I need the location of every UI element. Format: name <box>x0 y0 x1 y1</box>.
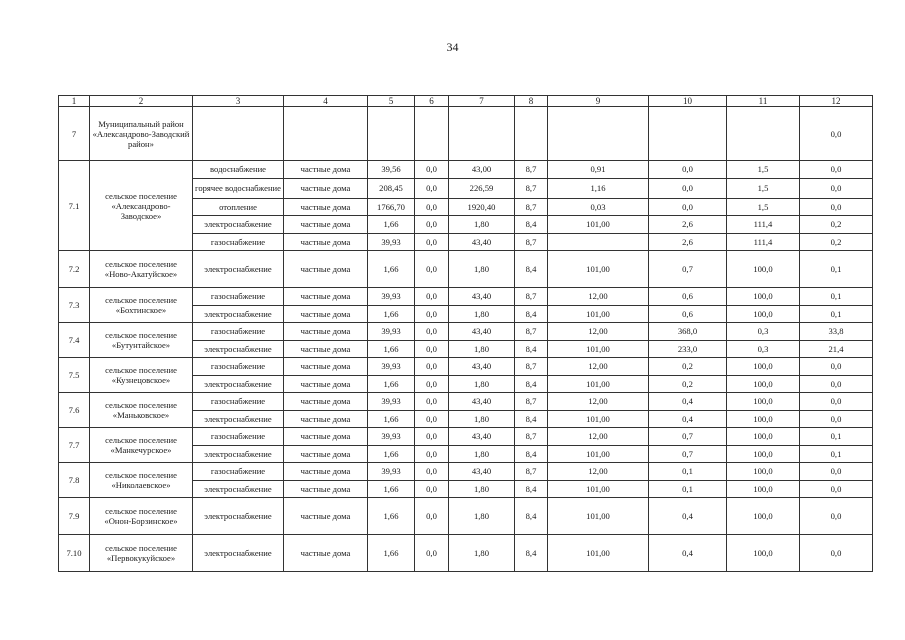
district-name: Муниципальный район «Александрово-Заводский район» <box>90 107 193 161</box>
settlement-number: 7.9 <box>59 498 90 535</box>
header-row <box>59 96 873 107</box>
value-cell: 0,2 <box>649 358 727 376</box>
value-cell: 0,0 <box>415 393 449 411</box>
building-type-cell: частные дома <box>284 340 368 358</box>
value-cell: 0,0 <box>415 445 449 463</box>
value-cell: 0,1 <box>800 428 873 446</box>
value-cell: 1,66 <box>368 445 415 463</box>
resource-type-cell: газоснабжение <box>193 428 284 446</box>
resource-type-cell: газоснабжение <box>193 358 284 376</box>
value-cell: 100,0 <box>727 445 800 463</box>
value-cell: 1,5 <box>727 198 800 216</box>
value-cell: 1,66 <box>368 498 415 535</box>
value-cell: 100,0 <box>727 428 800 446</box>
value-cell: 8,4 <box>515 498 548 535</box>
value-cell: 39,93 <box>368 428 415 446</box>
header-cell: 3 <box>193 96 284 107</box>
table-row <box>59 428 873 446</box>
value-cell: 0,0 <box>415 323 449 341</box>
value-cell: 226,59 <box>449 178 515 198</box>
value-cell: 12,00 <box>548 428 649 446</box>
settlement-number: 7.8 <box>59 463 90 498</box>
building-type-cell: частные дома <box>284 428 368 446</box>
value-cell: 39,93 <box>368 288 415 306</box>
value-cell: 0,0 <box>800 375 873 393</box>
value-cell: 0,4 <box>649 410 727 428</box>
building-type-cell: частные дома <box>284 463 368 481</box>
value-cell: 43,40 <box>449 463 515 481</box>
table-row <box>59 535 873 572</box>
value-cell: 1,66 <box>368 410 415 428</box>
value-cell: 0,0 <box>800 178 873 198</box>
value-cell: 100,0 <box>727 535 800 572</box>
value-cell: 8,7 <box>515 161 548 179</box>
value-cell: 1766,70 <box>368 198 415 216</box>
value-cell: 8,7 <box>515 463 548 481</box>
value-cell: 100,0 <box>727 410 800 428</box>
settlement-name: сельское поселение «Бохтинское» <box>90 288 193 323</box>
value-cell: 39,93 <box>368 323 415 341</box>
value-cell: 0,0 <box>415 535 449 572</box>
resource-type-cell: электроснабжение <box>193 216 284 234</box>
value-cell: 0,6 <box>649 288 727 306</box>
resource-type-cell: отопление <box>193 198 284 216</box>
table-body <box>59 96 873 572</box>
value-cell: 0,0 <box>415 375 449 393</box>
table-row <box>59 251 873 288</box>
value-cell: 0,4 <box>649 535 727 572</box>
settlement-number: 7.3 <box>59 288 90 323</box>
value-cell: 1,80 <box>449 216 515 234</box>
district-row <box>59 107 873 161</box>
settlement-name: сельское поселение «Онон-Борзинское» <box>90 498 193 535</box>
value-cell: 1,80 <box>449 305 515 323</box>
value-cell: 39,56 <box>368 161 415 179</box>
value-cell <box>548 233 649 251</box>
value-cell: 12,00 <box>548 323 649 341</box>
value-cell: 100,0 <box>727 358 800 376</box>
value-cell: 0,0 <box>800 358 873 376</box>
value-cell: 100,0 <box>727 375 800 393</box>
resource-type-cell: газоснабжение <box>193 393 284 411</box>
value-cell: 368,0 <box>649 323 727 341</box>
value-cell: 0,0 <box>415 463 449 481</box>
value-cell: 0,6 <box>649 305 727 323</box>
value-cell: 1,80 <box>449 535 515 572</box>
resource-type-cell: газоснабжение <box>193 323 284 341</box>
value-cell: 1,80 <box>449 410 515 428</box>
value-cell: 1,80 <box>449 375 515 393</box>
value-cell: 0,0 <box>415 178 449 198</box>
value-cell: 1,80 <box>449 445 515 463</box>
building-type-cell: частные дома <box>284 233 368 251</box>
district-number: 7 <box>59 107 90 161</box>
value-cell: 1,80 <box>449 480 515 498</box>
resource-type-cell: электроснабжение <box>193 375 284 393</box>
building-type-cell: частные дома <box>284 535 368 572</box>
value-cell: 8,4 <box>515 535 548 572</box>
value-cell: 233,0 <box>649 340 727 358</box>
building-type-cell: частные дома <box>284 216 368 234</box>
value-cell: 1,66 <box>368 305 415 323</box>
value-cell: 2,6 <box>649 216 727 234</box>
value-cell: 1,5 <box>727 178 800 198</box>
value-cell: 39,93 <box>368 358 415 376</box>
header-cell: 5 <box>368 96 415 107</box>
table-row <box>59 498 873 535</box>
value-cell: 0,0 <box>800 463 873 481</box>
value-cell: 0,0 <box>800 393 873 411</box>
building-type-cell: частные дома <box>284 498 368 535</box>
building-type-cell: частные дома <box>284 178 368 198</box>
header-cell: 12 <box>800 96 873 107</box>
settlement-number: 7.4 <box>59 323 90 358</box>
value-cell: 101,00 <box>548 216 649 234</box>
value-cell: 8,4 <box>515 251 548 288</box>
resource-type-cell: электроснабжение <box>193 251 284 288</box>
settlement-name: сельское поселение «Александрово-Заводское» <box>90 161 193 251</box>
value-cell: 0,3 <box>727 323 800 341</box>
value-cell: 101,00 <box>548 375 649 393</box>
value-cell: 12,00 <box>548 463 649 481</box>
value-cell: 101,00 <box>548 410 649 428</box>
value-cell: 0,0 <box>800 535 873 572</box>
value-cell: 1,66 <box>368 480 415 498</box>
table-row <box>59 393 873 411</box>
value-cell: 0,0 <box>649 161 727 179</box>
value-cell: 1920,40 <box>449 198 515 216</box>
settlement-name: сельское поселение «Первокукуйское» <box>90 535 193 572</box>
value-cell: 101,00 <box>548 498 649 535</box>
value-cell: 100,0 <box>727 288 800 306</box>
settlement-name: сельское поселение «Кузнецовское» <box>90 358 193 393</box>
value-cell: 8,4 <box>515 340 548 358</box>
value-cell: 0,0 <box>649 178 727 198</box>
value-cell: 0,0 <box>415 428 449 446</box>
resource-type-cell: газоснабжение <box>193 233 284 251</box>
building-type-cell: частные дома <box>284 393 368 411</box>
header-cell: 10 <box>649 96 727 107</box>
value-cell: 0,1 <box>800 445 873 463</box>
value-cell: 43,40 <box>449 428 515 446</box>
value-cell: 8,7 <box>515 178 548 198</box>
header-cell: 11 <box>727 96 800 107</box>
value-cell: 39,93 <box>368 393 415 411</box>
header-cell: 4 <box>284 96 368 107</box>
value-cell: 8,4 <box>515 480 548 498</box>
value-cell: 0,0 <box>415 340 449 358</box>
value-cell: 8,7 <box>515 198 548 216</box>
value-cell: 208,45 <box>368 178 415 198</box>
settlement-name: сельское поселение «Николаевское» <box>90 463 193 498</box>
value-cell: 1,66 <box>368 251 415 288</box>
value-cell: 0,7 <box>649 251 727 288</box>
table-row <box>59 288 873 306</box>
value-cell: 43,40 <box>449 233 515 251</box>
value-cell: 100,0 <box>727 498 800 535</box>
value-cell: 100,0 <box>727 305 800 323</box>
value-cell: 1,80 <box>449 498 515 535</box>
value-cell: 1,5 <box>727 161 800 179</box>
value-cell: 0,03 <box>548 198 649 216</box>
value-cell: 1,66 <box>368 340 415 358</box>
value-cell: 0,0 <box>800 410 873 428</box>
resource-type-cell: горячее водоснабжение <box>193 178 284 198</box>
value-cell: 0,7 <box>649 445 727 463</box>
header-cell: 6 <box>415 96 449 107</box>
building-type-cell: частные дома <box>284 323 368 341</box>
header-cell: 2 <box>90 96 193 107</box>
header-cell: 1 <box>59 96 90 107</box>
district-value: 0,0 <box>800 107 873 161</box>
value-cell: 43,40 <box>449 323 515 341</box>
value-cell: 12,00 <box>548 288 649 306</box>
value-cell: 0,1 <box>800 305 873 323</box>
value-cell: 0,0 <box>800 161 873 179</box>
value-cell: 0,0 <box>415 410 449 428</box>
resource-type-cell: электроснабжение <box>193 445 284 463</box>
value-cell: 8,7 <box>515 358 548 376</box>
value-cell: 8,4 <box>515 410 548 428</box>
value-cell: 0,0 <box>800 480 873 498</box>
building-type-cell: частные дома <box>284 198 368 216</box>
value-cell: 0,3 <box>727 340 800 358</box>
value-cell: 43,00 <box>449 161 515 179</box>
value-cell: 21,4 <box>800 340 873 358</box>
table-row <box>59 161 873 179</box>
building-type-cell: частные дома <box>284 358 368 376</box>
building-type-cell: частные дома <box>284 305 368 323</box>
settlement-number: 7.2 <box>59 251 90 288</box>
building-type-cell: частные дома <box>284 375 368 393</box>
value-cell: 0,0 <box>415 161 449 179</box>
value-cell: 43,40 <box>449 358 515 376</box>
value-cell: 101,00 <box>548 445 649 463</box>
value-cell: 0,2 <box>800 233 873 251</box>
value-cell: 2,6 <box>649 233 727 251</box>
value-cell: 8,7 <box>515 288 548 306</box>
header-cell: 9 <box>548 96 649 107</box>
settlement-name: сельское поселение «Маньковское» <box>90 393 193 428</box>
resource-type-cell: газоснабжение <box>193 463 284 481</box>
value-cell: 0,0 <box>415 233 449 251</box>
value-cell: 101,00 <box>548 251 649 288</box>
value-cell: 100,0 <box>727 480 800 498</box>
value-cell: 8,7 <box>515 233 548 251</box>
header-cell: 8 <box>515 96 548 107</box>
value-cell: 0,2 <box>649 375 727 393</box>
value-cell: 0,2 <box>800 216 873 234</box>
value-cell: 8,4 <box>515 305 548 323</box>
building-type-cell: частные дома <box>284 251 368 288</box>
value-cell: 12,00 <box>548 393 649 411</box>
value-cell: 1,66 <box>368 216 415 234</box>
value-cell: 0,0 <box>649 198 727 216</box>
resource-type-cell: водоснабжение <box>193 161 284 179</box>
resource-type-cell: электроснабжение <box>193 340 284 358</box>
settlement-number: 7.6 <box>59 393 90 428</box>
settlement-name: сельское поселение «Ново-Акатуйское» <box>90 251 193 288</box>
value-cell: 43,40 <box>449 393 515 411</box>
value-cell: 1,66 <box>368 375 415 393</box>
value-cell: 0,4 <box>649 498 727 535</box>
settlement-number: 7.10 <box>59 535 90 572</box>
value-cell: 33,8 <box>800 323 873 341</box>
building-type-cell: частные дома <box>284 480 368 498</box>
settlement-name: сельское поселение «Бутунтайское» <box>90 323 193 358</box>
value-cell: 43,40 <box>449 288 515 306</box>
value-cell: 0,0 <box>800 198 873 216</box>
value-cell: 100,0 <box>727 251 800 288</box>
value-cell: 0,0 <box>415 216 449 234</box>
value-cell: 0,0 <box>415 251 449 288</box>
value-cell: 0,0 <box>415 498 449 535</box>
value-cell: 8,7 <box>515 428 548 446</box>
settlement-number: 7.1 <box>59 161 90 251</box>
value-cell: 101,00 <box>548 305 649 323</box>
resource-type-cell: электроснабжение <box>193 305 284 323</box>
building-type-cell: частные дома <box>284 410 368 428</box>
building-type-cell: частные дома <box>284 161 368 179</box>
value-cell: 0,4 <box>649 393 727 411</box>
value-cell: 100,0 <box>727 463 800 481</box>
value-cell: 0,1 <box>800 251 873 288</box>
value-cell: 0,91 <box>548 161 649 179</box>
value-cell: 1,80 <box>449 251 515 288</box>
value-cell: 1,66 <box>368 535 415 572</box>
settlement-number: 7.7 <box>59 428 90 463</box>
value-cell: 0,0 <box>415 480 449 498</box>
page-number: 34 <box>446 40 459 54</box>
header-cell: 7 <box>449 96 515 107</box>
settlement-name: сельское поселение «Манкечурское» <box>90 428 193 463</box>
value-cell: 0,1 <box>649 480 727 498</box>
resource-type-cell: электроснабжение <box>193 410 284 428</box>
value-cell: 0,0 <box>800 498 873 535</box>
data-table <box>58 95 873 572</box>
value-cell: 0,0 <box>415 198 449 216</box>
value-cell: 101,00 <box>548 480 649 498</box>
value-cell: 101,00 <box>548 535 649 572</box>
value-cell: 0,0 <box>415 288 449 306</box>
value-cell: 8,4 <box>515 445 548 463</box>
value-cell: 0,0 <box>415 358 449 376</box>
resource-type-cell: газоснабжение <box>193 288 284 306</box>
value-cell: 111,4 <box>727 216 800 234</box>
value-cell: 0,1 <box>649 463 727 481</box>
settlement-number: 7.5 <box>59 358 90 393</box>
value-cell: 1,80 <box>449 340 515 358</box>
resource-type-cell: электроснабжение <box>193 480 284 498</box>
value-cell: 39,93 <box>368 463 415 481</box>
table-row <box>59 463 873 481</box>
building-type-cell: частные дома <box>284 288 368 306</box>
value-cell: 12,00 <box>548 358 649 376</box>
value-cell: 0,7 <box>649 428 727 446</box>
table-row <box>59 358 873 376</box>
value-cell: 111,4 <box>727 233 800 251</box>
value-cell: 0,1 <box>800 288 873 306</box>
building-type-cell: частные дома <box>284 445 368 463</box>
table-row <box>59 323 873 341</box>
value-cell: 0,0 <box>415 305 449 323</box>
value-cell: 39,93 <box>368 233 415 251</box>
resource-type-cell: электроснабжение <box>193 535 284 572</box>
value-cell: 100,0 <box>727 393 800 411</box>
value-cell: 8,4 <box>515 375 548 393</box>
value-cell: 1,16 <box>548 178 649 198</box>
value-cell: 8,7 <box>515 393 548 411</box>
value-cell: 101,00 <box>548 340 649 358</box>
resource-type-cell: электроснабжение <box>193 498 284 535</box>
value-cell: 8,4 <box>515 216 548 234</box>
value-cell: 8,7 <box>515 323 548 341</box>
